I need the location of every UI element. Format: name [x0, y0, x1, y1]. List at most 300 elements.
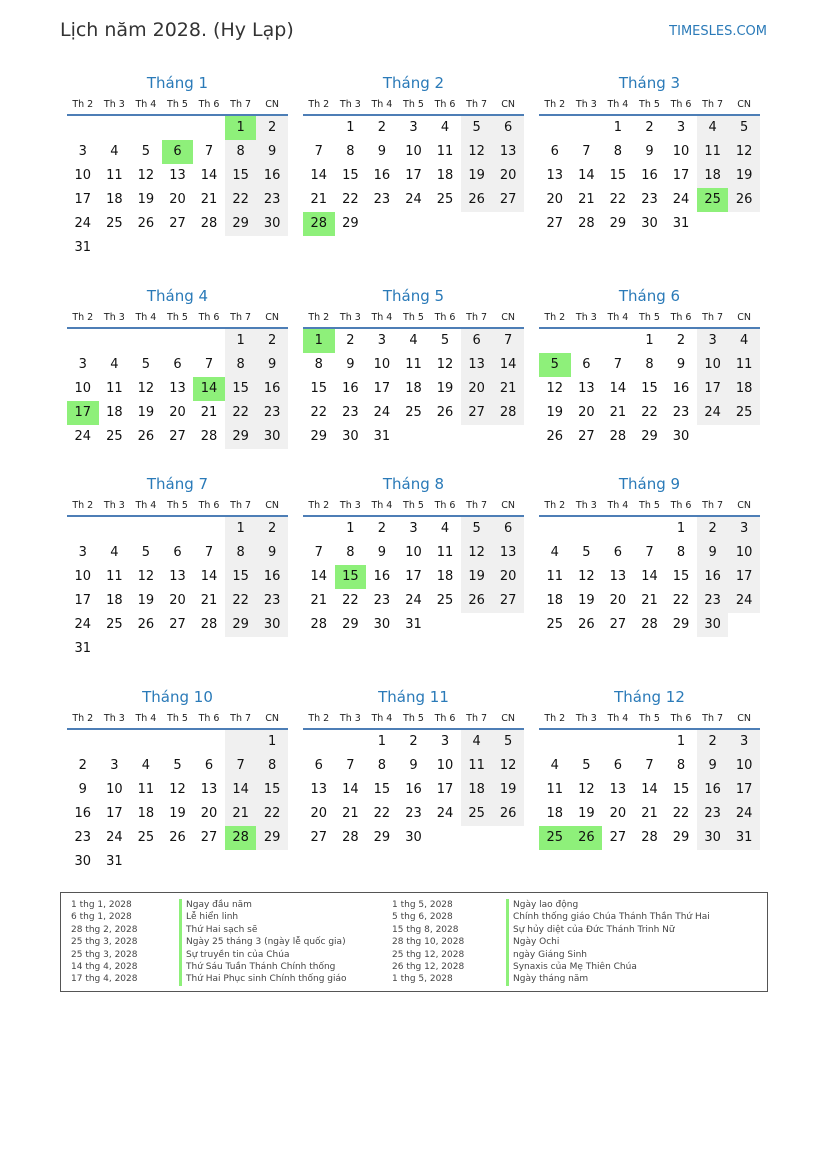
empty-day-cell: [67, 329, 99, 353]
day-cell: 1: [225, 329, 257, 353]
day-cell: 19: [436, 381, 454, 396]
day-cell: 5: [141, 357, 151, 372]
day-cell: 23: [342, 405, 359, 420]
weekday-label: Th 7: [230, 312, 252, 323]
weekday-label: Th 4: [607, 500, 629, 511]
holiday-day-cell: 28: [225, 826, 257, 850]
day-cell: 3: [78, 357, 87, 372]
weekday-label: CN: [265, 500, 280, 511]
day-cell: 17: [436, 782, 454, 797]
day-cell: 26: [137, 216, 155, 231]
weekday-header: [539, 708, 760, 730]
day-cell: 13: [546, 168, 564, 183]
day-cell: 11: [405, 357, 422, 372]
day-cell: 31: [74, 641, 92, 656]
empty-day-cell: [461, 425, 493, 449]
day-cell: 8: [377, 758, 387, 773]
day-cell: 27: [169, 617, 186, 632]
empty-day-cell: [728, 425, 760, 449]
empty-day-cell: [366, 212, 398, 236]
day-cell: 3: [676, 120, 686, 135]
day-cell: 13: [492, 140, 524, 164]
day-cell: 18: [436, 168, 454, 183]
empty-day-cell: [571, 329, 603, 353]
day-cell: 18: [106, 405, 123, 420]
day-cell: 8: [346, 545, 355, 560]
empty-day-cell: [225, 236, 257, 260]
day-cell: 22: [256, 802, 288, 826]
weekday-label: Th 3: [575, 99, 597, 110]
holiday-day-cell: 25: [539, 826, 571, 850]
month-name: Tháng 12: [614, 688, 685, 706]
day-cell: 20: [609, 806, 627, 821]
day-cell: 2: [377, 120, 387, 135]
day-grid: [539, 730, 760, 850]
month-calendar: [539, 285, 760, 449]
empty-day-cell: [162, 116, 194, 140]
day-cell: 7: [645, 545, 654, 560]
day-cell: 30: [697, 826, 729, 850]
day-cell: 20: [169, 192, 186, 207]
day-cell: 28: [200, 429, 218, 444]
day-grid: [539, 116, 760, 236]
day-cell: 29: [672, 617, 690, 632]
day-cell: 22: [342, 192, 359, 207]
day-cell: 10: [436, 758, 454, 773]
empty-day-cell: [539, 329, 571, 353]
day-cell: 7: [645, 758, 654, 773]
day-cell: 8: [676, 545, 686, 560]
legend-holiday-name: Thứ Hai Phục sinh Chính thống giáo: [179, 973, 347, 985]
weekday-label: Th 2: [308, 713, 330, 724]
weekday-label: Th 4: [607, 99, 629, 110]
month-calendar: [67, 72, 288, 260]
weekday-label: Th 4: [371, 500, 393, 511]
empty-day-cell: [429, 425, 461, 449]
day-cell: 3: [409, 521, 418, 536]
day-cell: 7: [346, 758, 355, 773]
day-cell: 16: [405, 782, 422, 797]
weekday-label: Th 3: [339, 713, 361, 724]
day-cell: 31: [672, 216, 690, 231]
legend-holiday-name: Ngày Ochi: [506, 936, 710, 948]
day-cell: 11: [728, 353, 760, 377]
day-cell: 19: [728, 164, 760, 188]
month-calendar: [539, 72, 760, 236]
day-cell: 12: [546, 381, 564, 396]
day-cell: 27: [461, 401, 493, 425]
day-cell: 3: [697, 329, 729, 353]
day-cell: 8: [645, 357, 654, 372]
day-cell: 20: [169, 405, 186, 420]
day-cell: 8: [314, 357, 323, 372]
day-cell: 10: [74, 168, 92, 183]
legend-holiday-date: 25 thg 3, 2028: [71, 937, 138, 948]
weekday-label: Th 2: [308, 500, 330, 511]
day-cell: 4: [409, 333, 418, 348]
day-grid: [67, 116, 288, 260]
day-cell: 27: [169, 429, 186, 444]
day-cell: 13: [169, 168, 186, 183]
day-cell: 7: [613, 357, 623, 372]
empty-day-cell: [492, 425, 524, 449]
day-cell: 17: [106, 806, 123, 821]
empty-day-cell: [225, 637, 257, 661]
day-cell: 29: [342, 216, 359, 231]
day-cell: 6: [173, 545, 182, 560]
day-cell: 16: [256, 377, 288, 401]
weekday-label: Th 5: [403, 500, 424, 511]
day-cell: 24: [74, 216, 92, 231]
empty-day-cell: [303, 116, 335, 140]
empty-day-cell: [130, 236, 162, 260]
weekday-label: Th 3: [339, 99, 361, 110]
day-cell: 2: [676, 333, 686, 348]
weekday-label: Th 2: [308, 99, 330, 110]
legend-holiday-name: ngày Giáng Sinh: [506, 949, 710, 961]
day-cell: 19: [137, 405, 155, 420]
day-cell: 23: [256, 188, 288, 212]
day-cell: 17: [74, 593, 92, 608]
month-name: Tháng 8: [382, 475, 445, 493]
legend-holiday-date: 1 thg 5, 2028: [392, 974, 453, 985]
weekday-label: Th 3: [339, 500, 361, 511]
day-cell: 9: [377, 144, 387, 159]
day-cell: 30: [256, 212, 288, 236]
day-cell: 16: [672, 381, 690, 396]
day-cell: 21: [641, 593, 658, 608]
empty-day-cell: [162, 730, 194, 754]
weekday-label: Th 3: [103, 99, 125, 110]
weekday-label: Th 4: [371, 713, 393, 724]
day-cell: 23: [373, 593, 391, 608]
day-cell: 28: [200, 617, 218, 632]
weekday-label: Th 7: [466, 312, 488, 323]
day-cell: 5: [582, 758, 591, 773]
weekday-label: Th 3: [103, 312, 125, 323]
weekday-label: Th 7: [230, 713, 252, 724]
day-cell: 12: [492, 754, 524, 778]
day-cell: 21: [609, 405, 627, 420]
day-cell: 22: [672, 593, 690, 608]
day-cell: 6: [613, 758, 623, 773]
weekday-label: Th 5: [639, 500, 660, 511]
day-cell: 23: [256, 589, 288, 613]
day-cell: 6: [582, 357, 591, 372]
day-cell: 27: [200, 830, 218, 845]
day-cell: 18: [106, 192, 123, 207]
day-cell: 21: [641, 806, 658, 821]
legend-holiday-name: Thứ Sáu Tuần Thánh Chính thống: [179, 961, 347, 973]
weekday-label: Th 6: [198, 99, 220, 110]
day-cell: 14: [200, 168, 218, 183]
day-cell: 14: [578, 168, 595, 183]
day-cell: 2: [256, 517, 288, 541]
weekday-header: [303, 708, 524, 730]
weekday-label: Th 6: [670, 713, 692, 724]
holiday-legend: [60, 892, 768, 992]
empty-day-cell: [728, 613, 760, 637]
day-cell: 16: [641, 168, 658, 183]
day-cell: 9: [697, 754, 729, 778]
weekday-label: CN: [737, 500, 752, 511]
day-cell: 12: [578, 569, 595, 584]
day-cell: 10: [373, 357, 391, 372]
empty-day-cell: [193, 329, 225, 353]
day-cell: 26: [492, 802, 524, 826]
empty-day-cell: [461, 613, 493, 637]
day-grid: [303, 329, 524, 449]
day-cell: 6: [613, 545, 623, 560]
day-cell: 8: [225, 353, 257, 377]
day-cell: 19: [137, 192, 155, 207]
month-calendar: [67, 686, 288, 874]
empty-day-cell: [162, 329, 194, 353]
weekday-label: Th 5: [167, 500, 188, 511]
day-cell: 13: [609, 569, 627, 584]
day-cell: 4: [141, 758, 151, 773]
weekday-label: Th 6: [434, 99, 456, 110]
day-cell: 28: [342, 830, 359, 845]
day-cell: 1: [645, 333, 654, 348]
day-cell: 14: [310, 168, 328, 183]
legend-holiday-date: 25 thg 3, 2028: [71, 949, 138, 960]
empty-day-cell: [130, 637, 162, 661]
day-cell: 1: [225, 517, 257, 541]
day-cell: 22: [225, 188, 257, 212]
day-cell: 26: [546, 429, 564, 444]
day-cell: 4: [440, 521, 450, 536]
month-calendar: [67, 473, 288, 661]
day-cell: 6: [492, 116, 524, 140]
day-cell: 1: [346, 120, 355, 135]
day-cell: 9: [256, 541, 288, 565]
day-cell: 14: [492, 353, 524, 377]
day-cell: 20: [492, 565, 524, 589]
day-cell: 29: [310, 429, 328, 444]
weekday-label: Th 4: [135, 312, 157, 323]
weekday-label: Th 7: [230, 500, 252, 511]
day-cell: 27: [578, 429, 595, 444]
empty-day-cell: [130, 116, 162, 140]
empty-day-cell: [697, 425, 729, 449]
holiday-day-cell: 5: [539, 353, 571, 377]
day-cell: 10: [106, 782, 123, 797]
day-grid: [303, 730, 524, 850]
day-cell: 1: [377, 734, 387, 749]
day-cell: 24: [373, 405, 391, 420]
holiday-day-cell: 17: [67, 401, 99, 425]
day-cell: 16: [256, 565, 288, 589]
day-cell: 13: [609, 782, 627, 797]
empty-day-cell: [602, 329, 634, 353]
day-cell: 12: [137, 569, 155, 584]
site-link[interactable]: TIMESLES.COM: [669, 24, 767, 39]
day-cell: 5: [141, 144, 151, 159]
month-name: Tháng 9: [618, 475, 681, 493]
day-cell: 15: [373, 782, 391, 797]
weekday-label: Th 2: [544, 99, 566, 110]
empty-day-cell: [461, 826, 493, 850]
day-grid: [67, 730, 288, 874]
day-cell: 10: [728, 541, 760, 565]
weekday-header: [67, 708, 288, 730]
weekday-label: Th 7: [702, 500, 724, 511]
day-cell: 2: [697, 517, 729, 541]
day-cell: 7: [492, 329, 524, 353]
legend-holiday-name: Ngay đầu năm: [179, 899, 347, 911]
empty-day-cell: [461, 212, 493, 236]
weekday-header: [539, 495, 760, 517]
weekday-header: [67, 495, 288, 517]
weekday-header: [67, 94, 288, 116]
empty-day-cell: [130, 329, 162, 353]
empty-day-cell: [225, 730, 257, 754]
day-cell: 4: [697, 116, 729, 140]
day-cell: 9: [346, 357, 355, 372]
day-cell: 4: [461, 730, 493, 754]
day-cell: 20: [578, 405, 595, 420]
day-cell: 25: [405, 405, 422, 420]
empty-day-cell: [130, 730, 162, 754]
day-cell: 17: [728, 565, 760, 589]
day-cell: 22: [609, 192, 627, 207]
day-cell: 25: [546, 617, 564, 632]
day-cell: 1: [676, 521, 686, 536]
weekday-label: CN: [265, 713, 280, 724]
empty-day-cell: [398, 212, 430, 236]
day-cell: 14: [310, 569, 328, 584]
holiday-day-cell: 14: [193, 377, 225, 401]
day-cell: 7: [204, 144, 214, 159]
empty-day-cell: [492, 613, 524, 637]
empty-day-cell: [571, 730, 603, 754]
weekday-label: Th 2: [544, 713, 566, 724]
day-cell: 23: [74, 830, 92, 845]
day-cell: 29: [225, 212, 257, 236]
day-cell: 6: [173, 357, 182, 372]
day-cell: 7: [204, 545, 214, 560]
day-cell: 29: [342, 617, 359, 632]
month-name: Tháng 2: [382, 74, 445, 92]
day-cell: 3: [78, 144, 87, 159]
day-cell: 9: [697, 541, 729, 565]
day-cell: 21: [200, 192, 218, 207]
day-cell: 31: [373, 429, 391, 444]
day-cell: 27: [492, 188, 524, 212]
day-cell: 24: [74, 617, 92, 632]
day-cell: 21: [225, 802, 257, 826]
empty-day-cell: [193, 637, 225, 661]
day-cell: 18: [728, 377, 760, 401]
day-cell: 28: [200, 216, 218, 231]
day-cell: 23: [641, 192, 658, 207]
day-cell: 4: [550, 545, 559, 560]
legend-holiday-name: Sự truyền tin của Chúa: [179, 949, 347, 961]
legend-holiday-name: Chính thống giáo Chúa Thánh Thần Thứ Hai: [506, 911, 710, 923]
day-cell: 12: [137, 381, 155, 396]
day-cell: 30: [697, 613, 729, 637]
day-cell: 24: [106, 830, 123, 845]
empty-day-cell: [634, 517, 666, 541]
day-cell: 31: [74, 240, 92, 255]
day-cell: 19: [578, 593, 595, 608]
day-cell: 19: [578, 806, 595, 821]
weekday-label: CN: [737, 99, 752, 110]
day-cell: 18: [137, 806, 155, 821]
day-cell: 25: [106, 617, 123, 632]
day-cell: 2: [409, 734, 418, 749]
weekday-label: Th 6: [434, 500, 456, 511]
day-cell: 25: [106, 429, 123, 444]
empty-day-cell: [162, 850, 194, 874]
day-cell: 29: [256, 826, 288, 850]
day-cell: 19: [461, 164, 493, 188]
weekday-label: Th 7: [702, 713, 724, 724]
empty-day-cell: [539, 730, 571, 754]
day-cell: 4: [110, 357, 119, 372]
day-cell: 30: [256, 613, 288, 637]
legend-holiday-name: Synaxis của Mẹ Thiên Chúa: [506, 961, 710, 973]
holiday-day-cell: 1: [303, 329, 335, 353]
day-cell: 2: [78, 758, 87, 773]
day-grid: [67, 517, 288, 661]
empty-day-cell: [398, 425, 430, 449]
day-cell: 16: [697, 565, 729, 589]
day-cell: 12: [137, 168, 155, 183]
weekday-label: Th 4: [135, 99, 157, 110]
day-cell: 26: [728, 188, 760, 212]
day-cell: 17: [697, 377, 729, 401]
month-calendar: [303, 72, 524, 236]
day-cell: 26: [461, 188, 493, 212]
day-cell: 11: [106, 569, 123, 584]
day-cell: 19: [461, 565, 493, 589]
day-cell: 12: [169, 782, 186, 797]
day-cell: 2: [697, 730, 729, 754]
day-cell: 12: [578, 782, 595, 797]
day-cell: 5: [728, 116, 760, 140]
empty-day-cell: [193, 850, 225, 874]
day-cell: 9: [409, 758, 418, 773]
weekday-label: Th 5: [167, 713, 188, 724]
day-cell: 22: [310, 405, 328, 420]
day-cell: 27: [310, 830, 328, 845]
day-cell: 20: [609, 593, 627, 608]
weekday-label: Th 2: [72, 713, 94, 724]
day-cell: 28: [578, 216, 595, 231]
day-cell: 9: [676, 357, 686, 372]
day-cell: 24: [74, 429, 92, 444]
day-cell: 25: [461, 802, 493, 826]
day-cell: 12: [461, 140, 493, 164]
day-cell: 27: [492, 589, 524, 613]
day-cell: 18: [546, 593, 564, 608]
day-cell: 24: [728, 589, 760, 613]
empty-day-cell: [602, 517, 634, 541]
weekday-label: Th 5: [167, 312, 188, 323]
day-cell: 7: [204, 357, 214, 372]
day-cell: 20: [461, 377, 493, 401]
day-cell: 10: [672, 144, 690, 159]
weekday-label: Th 2: [72, 99, 94, 110]
day-cell: 13: [461, 353, 493, 377]
month-name: Tháng 4: [146, 287, 209, 305]
day-cell: 25: [436, 593, 454, 608]
day-cell: 12: [728, 140, 760, 164]
weekday-label: CN: [501, 312, 516, 323]
day-cell: 19: [169, 806, 186, 821]
